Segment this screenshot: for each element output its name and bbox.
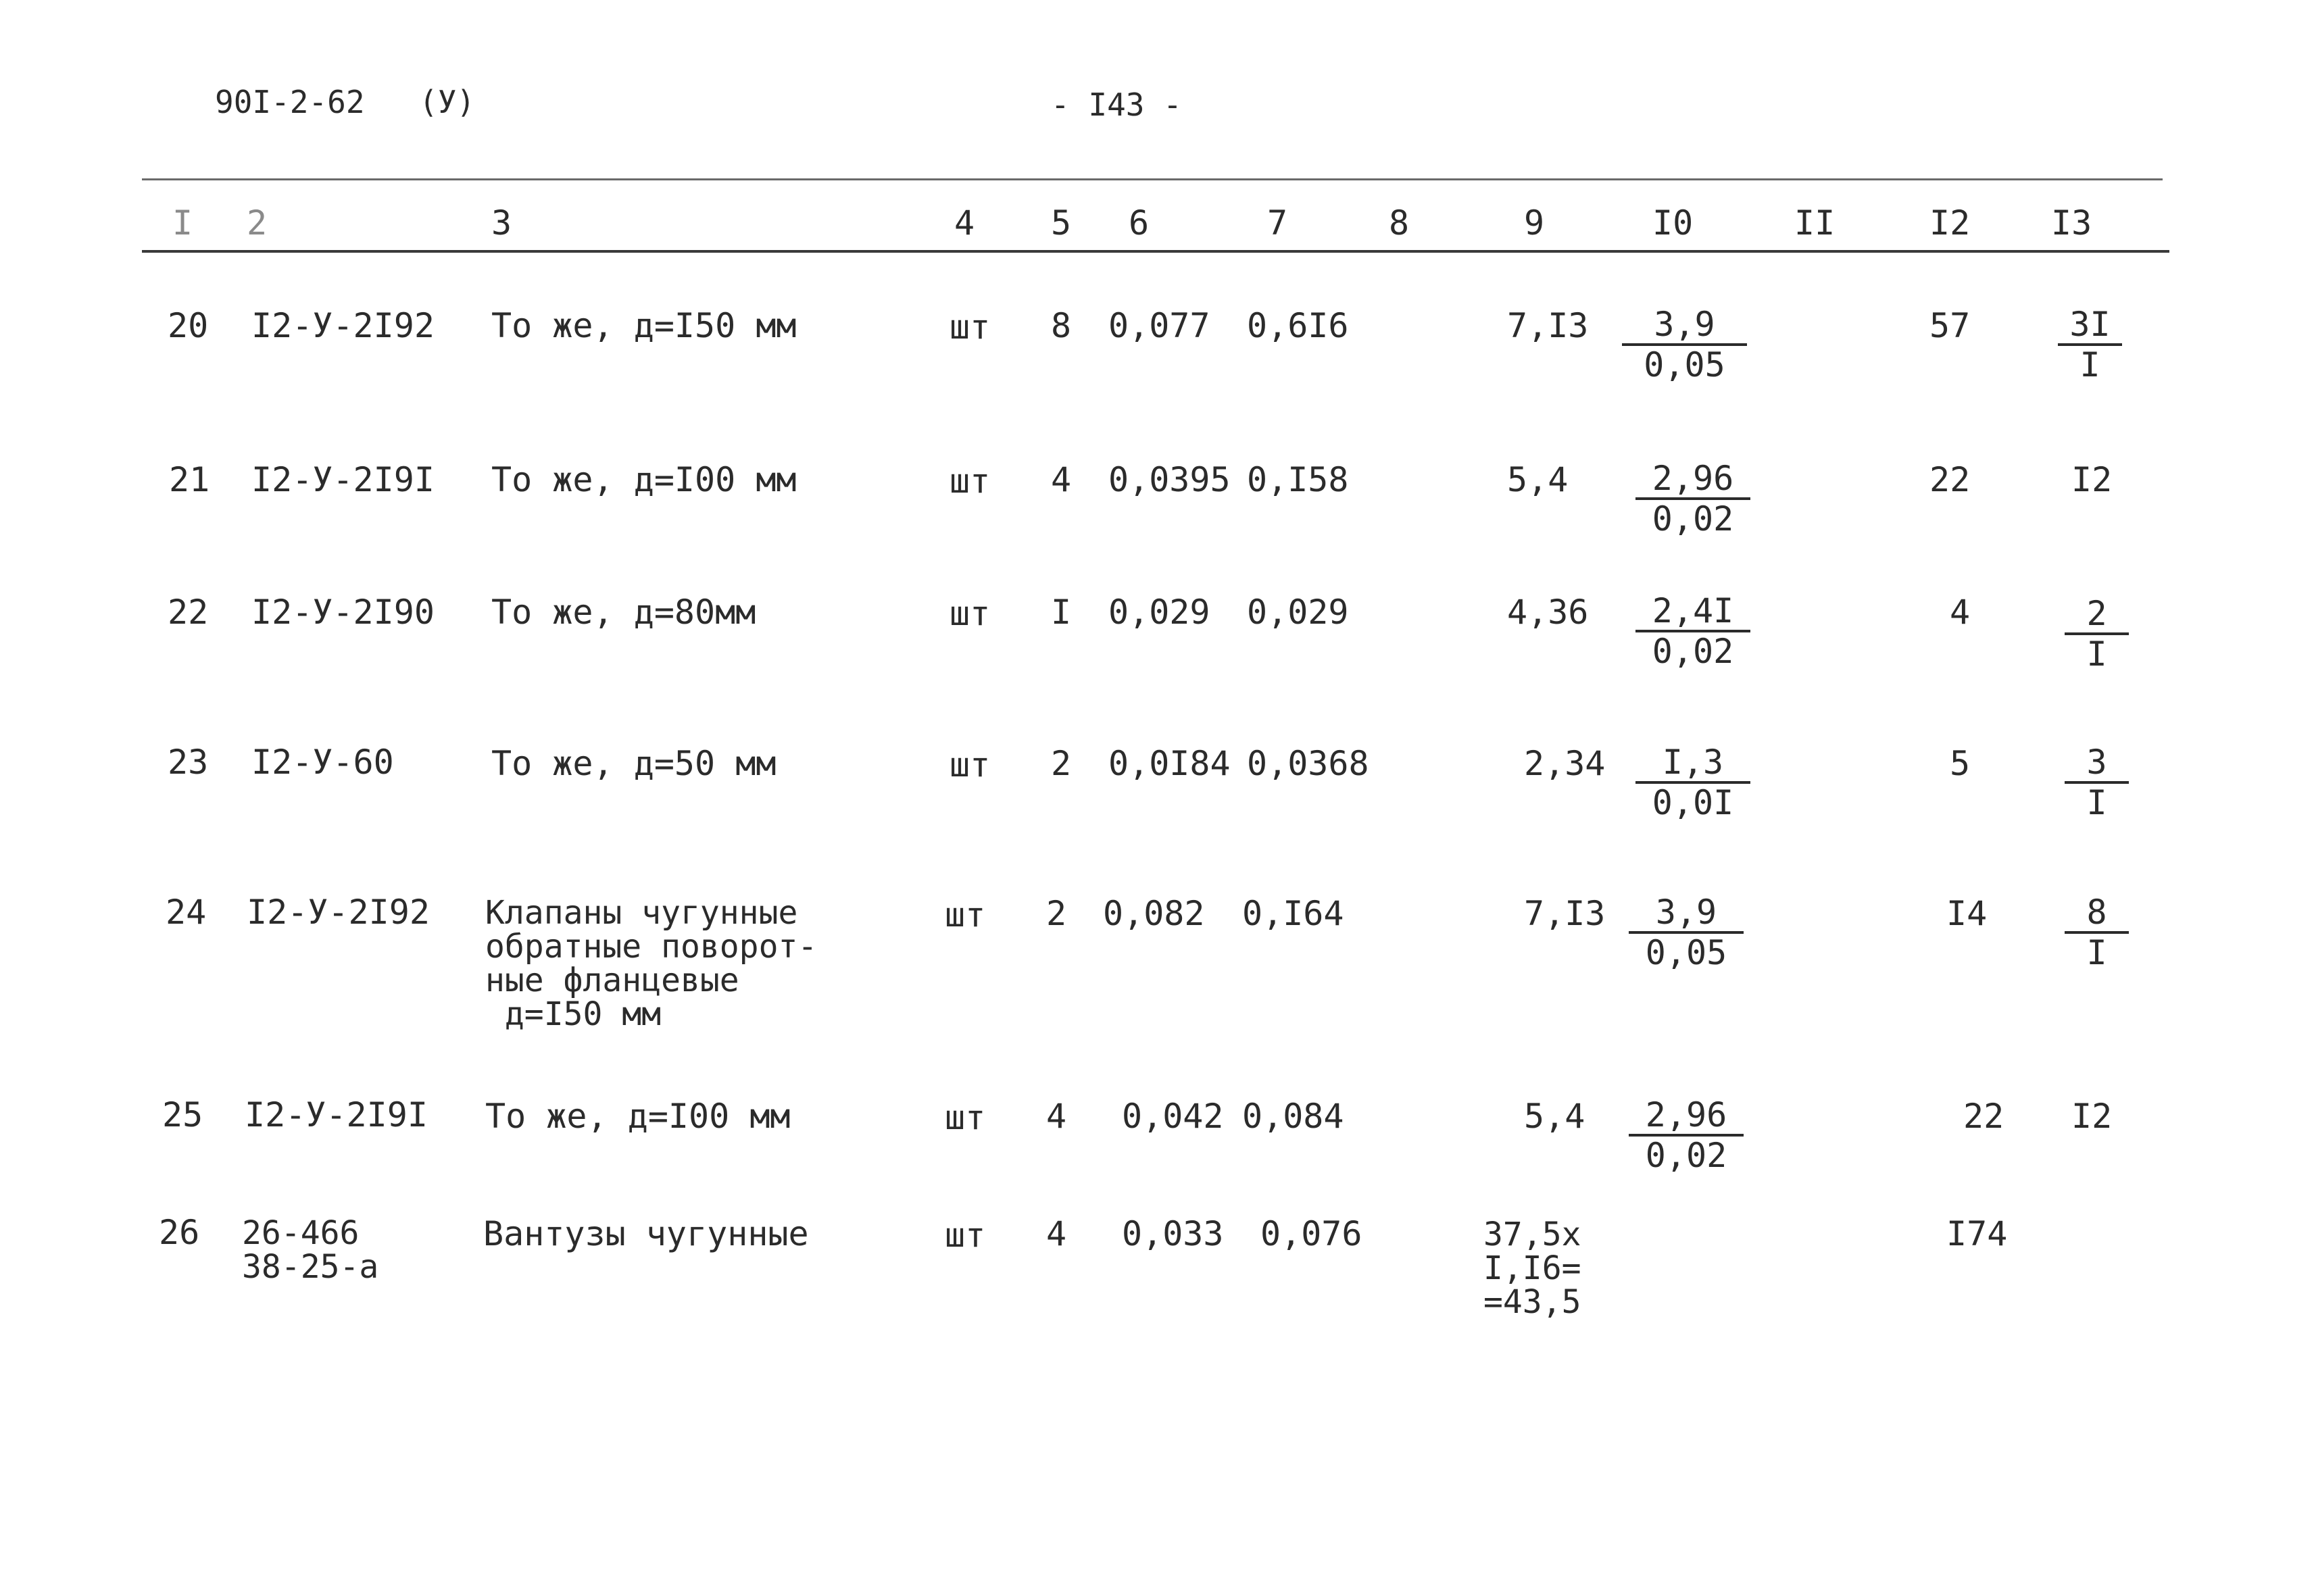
item-code: I2-У-2I9I: [251, 460, 435, 499]
quantity: I: [1051, 593, 1072, 632]
column-header-1: I: [172, 203, 193, 243]
column-header-11: II: [1794, 203, 1836, 243]
col-13-numerator: 2: [2065, 595, 2129, 635]
column-header-5: 5: [1051, 203, 1072, 243]
col-10-numerator: 2,96: [1629, 1096, 1744, 1137]
col-10-denominator: 0,02: [1652, 632, 1734, 671]
unit: шт: [950, 745, 991, 784]
table-top-rule: [142, 178, 2163, 180]
col-9-value: 7,I3: [1524, 894, 1606, 933]
col-10-fraction: [1622, 305, 1747, 384]
item-code: I2-У-2I90: [251, 593, 435, 632]
col-10-denominator: 0,05: [1645, 933, 1727, 972]
col-13-fraction: [2065, 893, 2129, 972]
unit: шт: [950, 462, 991, 501]
col-7-value: 0,0368: [1247, 744, 1369, 783]
row-number: 25: [162, 1095, 203, 1134]
column-header-7: 7: [1267, 203, 1288, 243]
unit: шт: [945, 1098, 986, 1137]
col-12-value: 4: [1950, 593, 1971, 632]
header-bottom-rule: [142, 250, 2169, 253]
quantity: 4: [1046, 1214, 1067, 1253]
col-12-value: I74: [1946, 1214, 2008, 1253]
item-name: Клапаны чугунные обратные поворот- ные фланцевые д=I50 мм: [485, 894, 818, 1033]
item-code: I2-У-2I92: [251, 306, 435, 345]
col-10-numerator: 2,96: [1635, 459, 1750, 500]
col-6-value: 0,0I84: [1108, 744, 1231, 783]
unit: шт: [945, 1216, 986, 1255]
col-7-value: 0,I64: [1242, 894, 1344, 933]
row-number: 22: [168, 593, 209, 632]
column-header-3: 3: [491, 203, 512, 243]
unit: шт: [945, 895, 986, 934]
column-header-6: 6: [1129, 203, 1150, 243]
item-code: I2-У-2I92: [247, 893, 430, 932]
col-7-value: 0,6I6: [1247, 306, 1349, 345]
quantity: 4: [1046, 1097, 1067, 1136]
row-number: 23: [168, 743, 209, 782]
item-name: То же, д=80мм: [491, 593, 756, 632]
item-code: I2-У-2I9I: [245, 1095, 428, 1134]
col-12-value: 22: [1963, 1097, 2004, 1136]
row-number: 21: [169, 460, 210, 499]
col-9-value: 5,4: [1507, 460, 1569, 499]
col-10-fraction: [1635, 743, 1750, 822]
column-header-9: 9: [1524, 203, 1545, 243]
col-7-value: 0,084: [1242, 1097, 1344, 1136]
unit: шт: [950, 307, 991, 347]
quantity: 2: [1046, 894, 1067, 933]
item-code: I2-У-60: [251, 743, 394, 782]
col-10-numerator: I,3: [1635, 743, 1750, 784]
col-9-value: 2,34: [1524, 744, 1606, 783]
col-10-fraction: [1635, 592, 1750, 670]
col-10-denominator: 0,0I: [1652, 783, 1734, 822]
col-6-value: 0,029: [1108, 593, 1210, 632]
col-6-value: 0,0395: [1108, 460, 1231, 499]
item-name: То же, д=I00 мм: [491, 460, 797, 499]
col-9-value: 5,4: [1524, 1097, 1585, 1136]
row-number: 20: [168, 306, 209, 345]
col-10-fraction: [1635, 459, 1750, 538]
document-code-suffix: (У): [419, 84, 476, 120]
column-header-8: 8: [1389, 203, 1410, 243]
col-7-value: 0,029: [1247, 593, 1349, 632]
col-12-value: 5: [1950, 744, 1971, 783]
item-code: 26-466 38-25-а: [242, 1214, 379, 1286]
column-header-13: I3: [2051, 203, 2092, 243]
item-name: То же, д=I50 мм: [491, 306, 797, 345]
quantity: 4: [1051, 460, 1072, 499]
col-13-denominator: I: [2086, 783, 2107, 822]
col-10-denominator: 0,02: [1645, 1136, 1727, 1175]
col-9-value: 4,36: [1507, 593, 1589, 632]
col-6-value: 0,082: [1103, 894, 1205, 933]
col-6-value: 0,033: [1122, 1214, 1224, 1253]
quantity: 2: [1051, 744, 1072, 783]
document-code: 90I-2-62: [215, 84, 365, 120]
col-13-numerator: 3I: [2058, 305, 2122, 346]
col-13-denominator: I: [2079, 345, 2100, 384]
col-9-value: 37,5х I,I6= =43,5: [1483, 1216, 1581, 1321]
col-13-numerator: 8: [2065, 893, 2129, 934]
row-number: 26: [159, 1213, 200, 1252]
col-7-value: 0,I58: [1247, 460, 1349, 499]
unit: шт: [950, 594, 991, 633]
column-header-10: I0: [1652, 203, 1694, 243]
col-13-fraction: [2058, 305, 2122, 384]
col-13-denominator: I: [2086, 933, 2107, 972]
col-13-numerator: 3: [2065, 743, 2129, 784]
col-7-value: 0,076: [1260, 1214, 1362, 1253]
item-name: То же, д=50 мм: [491, 744, 777, 783]
col-13-fraction: [2065, 743, 2129, 822]
col-9-value: 7,I3: [1507, 306, 1589, 345]
item-name: Вантузы чугунные: [483, 1214, 809, 1253]
col-10-numerator: 3,9: [1629, 893, 1744, 934]
column-header-12: I2: [1929, 203, 1971, 243]
column-header-4: 4: [954, 203, 975, 243]
row-number: 24: [166, 893, 207, 932]
quantity: 8: [1051, 306, 1072, 345]
page-number: - I43 -: [1051, 86, 1182, 123]
col-10-fraction: [1629, 1096, 1744, 1174]
col-10-numerator: 2,4I: [1635, 592, 1750, 632]
col-10-numerator: 3,9: [1622, 305, 1747, 346]
col-12-value: 57: [1929, 306, 1971, 345]
col-10-denominator: 0,05: [1644, 345, 1725, 384]
col-13-value: I2: [2071, 1097, 2113, 1136]
col-6-value: 0,077: [1108, 306, 1210, 345]
col-12-value: 22: [1929, 460, 1971, 499]
col-6-value: 0,042: [1122, 1097, 1224, 1136]
col-13-denominator: I: [2086, 634, 2107, 674]
col-12-value: I4: [1946, 894, 1988, 933]
column-header-2: 2: [247, 203, 268, 243]
col-13-fraction: [2065, 595, 2129, 673]
item-name: То же, д=I00 мм: [485, 1097, 791, 1136]
col-10-fraction: [1629, 893, 1744, 972]
col-10-denominator: 0,02: [1652, 499, 1734, 539]
col-13-value: I2: [2071, 460, 2113, 499]
